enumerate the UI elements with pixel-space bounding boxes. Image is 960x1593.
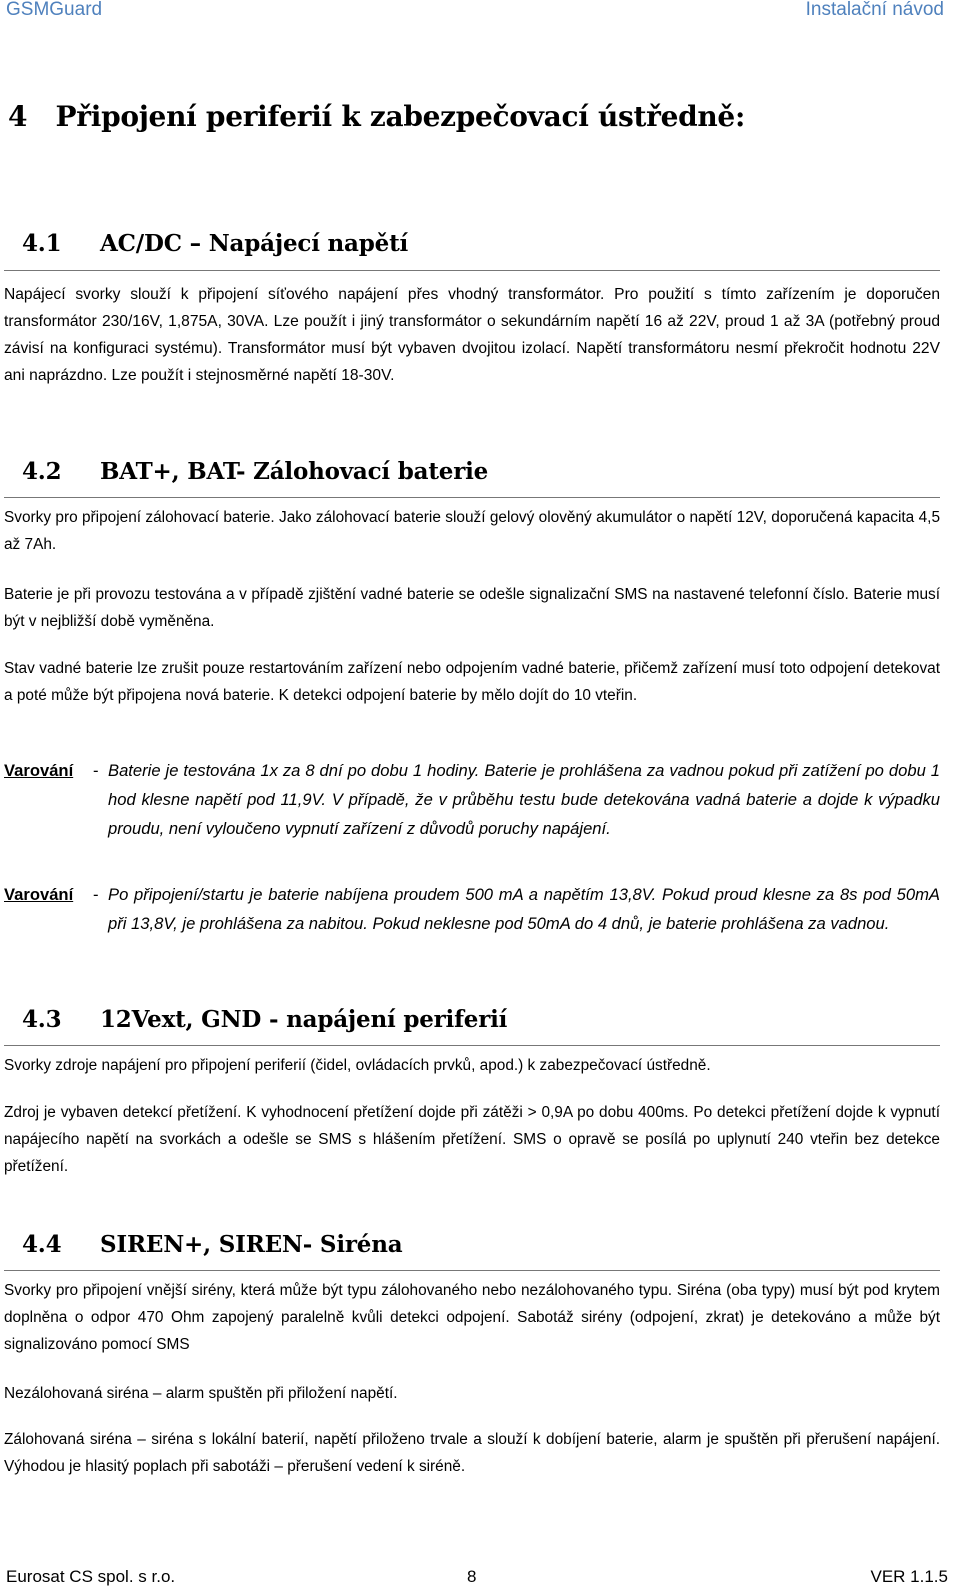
paragraph: Zdroj je vybaven detekcí přetížení. K vyhodnocení přetížení dojde při zátěži > 0,9A po dobu 400ms. Po detekci přetížení dojde k vypnutí napájecího napětí na svorkách a odešle se SMS s hlášením přetížení. SMS o opravě se posílá po uplynutí 240 vteřin bez detekce přetížení.: [4, 1104, 940, 1175]
header-document-type: Instalační návod: [805, 0, 944, 20]
warning-dash: -: [93, 761, 99, 780]
footer-page-number: 8: [467, 1567, 477, 1586]
warning-note: [4, 880, 940, 970]
paragraph: Zálohovaná siréna – siréna s lokální baterií, napětí přiloženo trvale a slouží k dobíjení baterie, alarm je spuštěn při přerušení napájení. Výhodou je hlasitý poplach při sabotáži – přerušení vedení k siréně.: [4, 1431, 940, 1475]
paragraph: Svorky pro připojení zálohovací baterie. Jako zálohovací baterie slouží gelový olověný akumulátor o napětí 12V, doporučená kapacita 4,5 až 7Ah.: [4, 509, 940, 553]
warning-text: Po připojení/startu je baterie nabíjena proudem 500 mA a napětím 13,8V. Pokud proud klesne za 8s pod 50mA při 13,8V, je prohlášena za nabitou. Pokud neklesne pod 50mA do 4 dnů, je baterie prohlášena za vadnou.: [108, 885, 940, 934]
paragraph: Svorky zdroje napájení pro připojení periferií (čidel, ovládacích prvků, apod.) k zabezpečovací ústředně.: [4, 1057, 711, 1074]
warning-text: Baterie je testována 1x za 8 dní po dobu 1 hodiny. Baterie je prohlášena za vadnou pokud při zatížení po dobu 1 hod klesne napětí pod 11,9V. V případě, že v průběhu testu bude detekována vadná baterie a dojde k výpadku proudu, není vyloučeno vypnutí zařízení z důvodů poruchy napájení.: [108, 761, 940, 839]
warning-label: Varování: [4, 761, 74, 780]
footer-version: VER 1.1.5: [870, 1567, 948, 1586]
paragraph: Baterie je při provozu testována a v případě zjištění vadné baterie se odešle signalizační SMS na nastavené telefonní číslo. Baterie musí být v nejbližší době vyměněna.: [4, 586, 940, 630]
section-number: 4.2: [22, 458, 62, 485]
section-title: 12Vext, GND - napájení periferií: [100, 1006, 508, 1033]
section-divider: [4, 1045, 940, 1046]
section-heading-4-4: [22, 1231, 402, 1258]
section-divider: [4, 497, 940, 498]
chapter-title: 4 Připojení periferií k zabezpečovací ústředně:: [8, 100, 745, 133]
warning-label: Varování: [4, 885, 74, 904]
section-divider: [4, 270, 940, 271]
warning-dash: -: [93, 885, 99, 904]
section-title: SIREN+, SIREN- Siréna: [100, 1231, 403, 1258]
paragraph: Nezálohovaná siréna – alarm spuštěn při přiložení napětí.: [4, 1385, 398, 1402]
header-product-name: GSMGuard: [6, 0, 103, 20]
paragraph: Stav vadné baterie lze zrušit pouze restartováním zařízení nebo odpojením vadné baterie, přičemž zařízení musí toto odpojení detekovat a poté může být připojena nová baterie. K detekci odpojení baterie by mělo dojít do 10 vteřin.: [4, 660, 940, 704]
footer-company: Eurosat CS spol. s r.o.: [6, 1567, 176, 1586]
section-title: AC/DC – Napájecí napětí: [100, 230, 409, 257]
paragraph: Svorky pro připojení vnější sirény, která může být typu zálohovaného nebo nezálohovaného typu. Siréna (oba typy) musí být pod krytem doplněna o odpor 470 Ohm zapojený paralelně kvůli detekci odpojení. Sabotáž sirény (odpojení, zkrat) je detekováno a může být signalizováno pomocí SMS: [4, 1282, 940, 1353]
section-heading-4-1: [22, 230, 408, 257]
page-header: [0, 0, 960, 22]
section-number: 4.1: [22, 230, 62, 257]
section-heading-4-3: [22, 1006, 507, 1033]
paragraph: Napájecí svorky slouží k připojení síťového napájení přes vhodný transformátor. Pro použití s tímto zařízením je doporučen transformátor 230/16V, 1,875A, 30VA. Lze použít i jiný transformátor o sekundárním napětí 16 až 22V, proud 1 až 3A (potřebný proud závisí na konfiguraci systému). Transformátor musí být vybaven dvojitou izolací. Napětí transformátoru nesmí překročit hodnotu 22V ani naprázdno. Lze použít i stejnosměrné napětí 18-30V.: [4, 286, 940, 384]
section-number: 4.3: [22, 1006, 62, 1033]
section-title: BAT+, BAT- Zálohovací baterie: [100, 458, 489, 485]
section-heading-4-2: [22, 458, 488, 485]
warning-note: [4, 756, 940, 874]
section-number: 4.4: [22, 1231, 62, 1258]
page-footer: [0, 1567, 960, 1593]
section-divider: [4, 1270, 940, 1271]
